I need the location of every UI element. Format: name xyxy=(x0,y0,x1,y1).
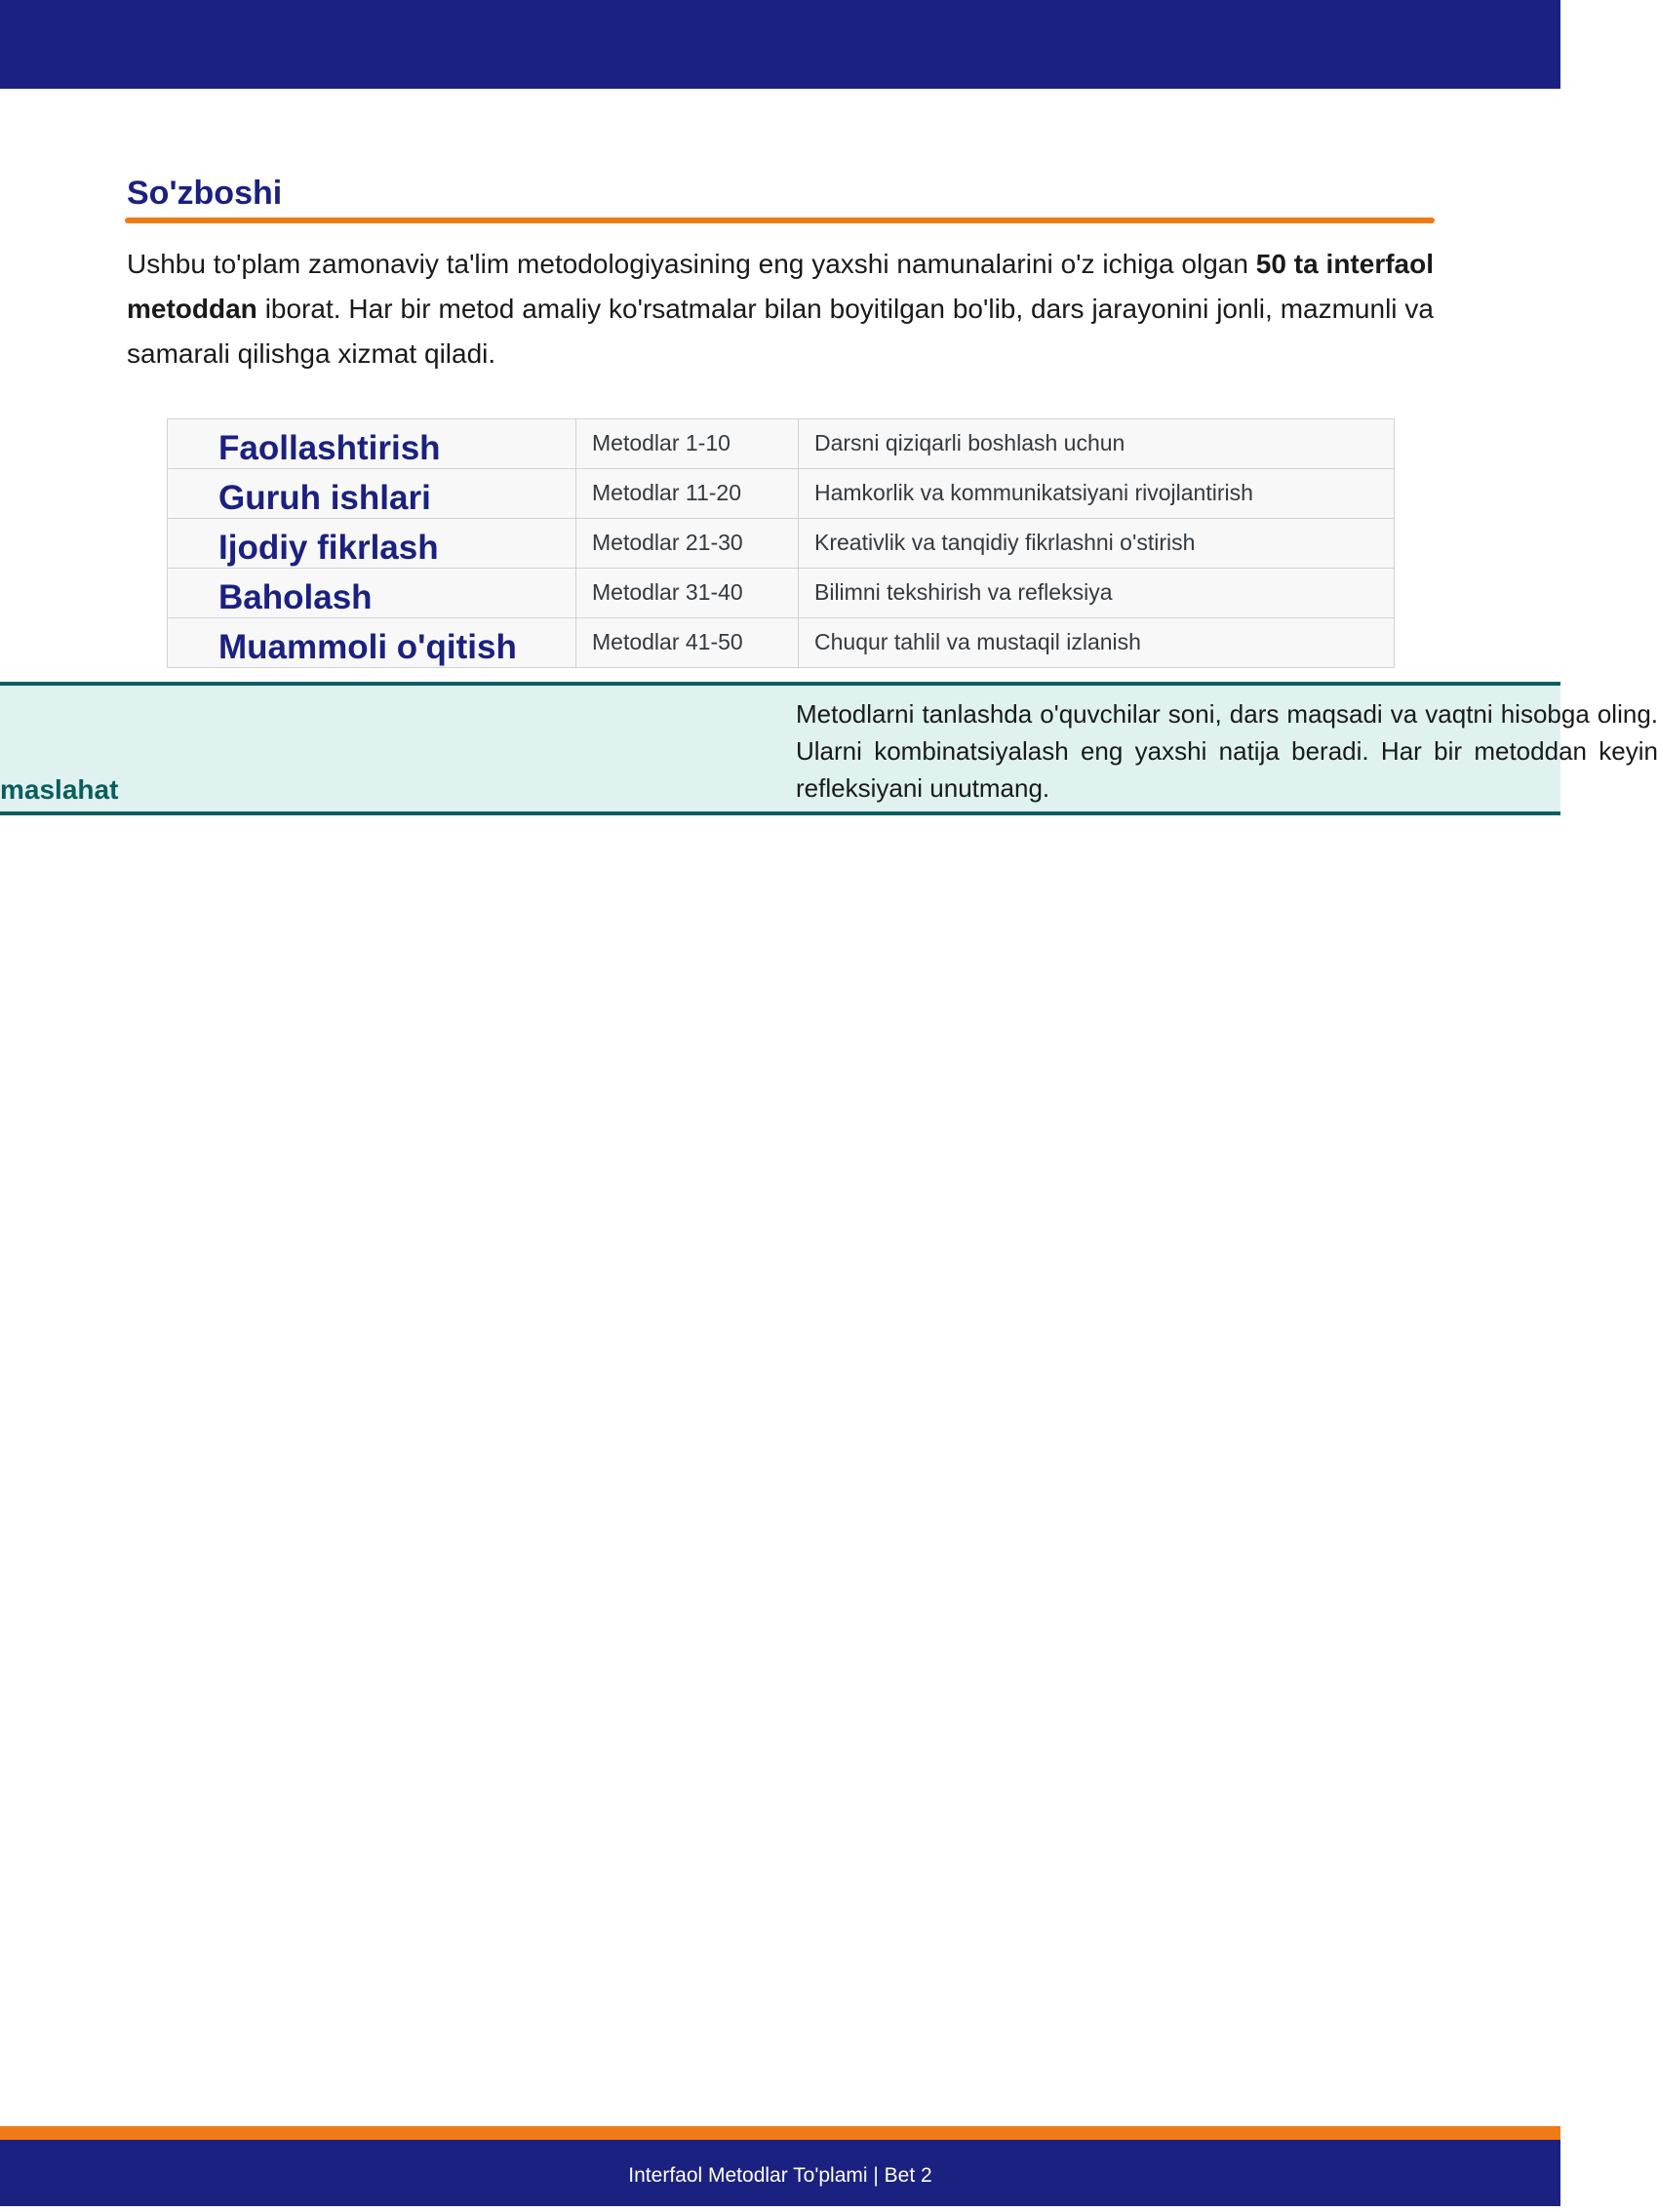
category-description: Chuqur tahlil va mustaqil izlanish xyxy=(814,629,1141,654)
intro-highlight: 50 ta interfaol metoddan xyxy=(127,249,1434,324)
table-row xyxy=(168,469,1395,519)
footer-text: Interfaol Metodlar To'plami | Bet 2 xyxy=(628,2164,932,2187)
intro-text-end: iborat. Har bir metod amaliy ko'rsatmalar bilan boyitilgan bo'lib, dars jarayonini jonli, mazmunli va samarali qilishga xizmat qiladi. xyxy=(127,294,1434,369)
category-cell xyxy=(168,519,576,569)
method-range: Metodlar 41-50 xyxy=(592,629,743,654)
range-cell xyxy=(576,469,799,519)
category-cell xyxy=(168,569,576,618)
range-cell xyxy=(576,419,799,469)
category-cell xyxy=(168,618,576,668)
category-name: Guruh ishlari xyxy=(218,479,431,517)
header-band xyxy=(0,0,1560,89)
description-cell xyxy=(799,469,1395,519)
range-cell xyxy=(576,569,799,618)
intro-paragraph xyxy=(127,242,1434,376)
category-description: Bilimni tekshirish va refleksiya xyxy=(814,579,1113,605)
method-range: Metodlar 21-30 xyxy=(592,530,743,555)
category-name: Faollashtirish xyxy=(218,429,441,467)
category-description: Hamkorlik va kommunikatsiyani rivojlantirish xyxy=(814,480,1253,505)
category-cell xyxy=(168,419,576,469)
description-cell xyxy=(799,419,1395,469)
range-cell xyxy=(576,618,799,668)
table-row xyxy=(168,419,1395,469)
method-range: Metodlar 31-40 xyxy=(592,579,743,605)
category-name: Baholash xyxy=(218,578,373,616)
table-row xyxy=(168,618,1395,668)
section-title: So'zboshi xyxy=(127,175,283,212)
method-range: Metodlar 1-10 xyxy=(592,430,730,455)
table-row xyxy=(168,519,1395,569)
description-cell xyxy=(799,519,1395,569)
methods-overview-table xyxy=(167,418,1395,668)
tip-box xyxy=(0,682,1658,815)
footer xyxy=(0,2140,1560,2206)
table-row xyxy=(168,569,1395,618)
tip-label: maslahat xyxy=(0,774,119,805)
range-cell xyxy=(576,519,799,569)
category-description: Kreativlik va tanqidiy fikrlashni o'stirish xyxy=(814,530,1196,555)
intro-text-start: Ushbu to'plam zamonaviy ta'lim metodologiyasining eng yaxshi namunalarini o'z ichiga olgan xyxy=(127,249,1256,279)
description-cell xyxy=(799,618,1395,668)
title-underline xyxy=(125,217,1435,223)
category-name: Ijodiy fikrlash xyxy=(218,529,439,567)
method-range: Metodlar 11-20 xyxy=(592,480,741,505)
tip-text: Metodlarni tanlashda o'quvchilar soni, dars maqsadi va vaqtni hisobga oling. Ularni kombinatsiyalash eng yaxshi natija beradi. Har bir metoddan keyin refleksiyani unutmang. xyxy=(796,699,1658,803)
category-name: Muammoli o'qitish xyxy=(218,628,517,666)
footer-accent-bar xyxy=(0,2126,1560,2140)
category-cell xyxy=(168,469,576,519)
description-cell xyxy=(799,569,1395,618)
category-description: Darsni qiziqarli boshlash uchun xyxy=(814,430,1125,455)
